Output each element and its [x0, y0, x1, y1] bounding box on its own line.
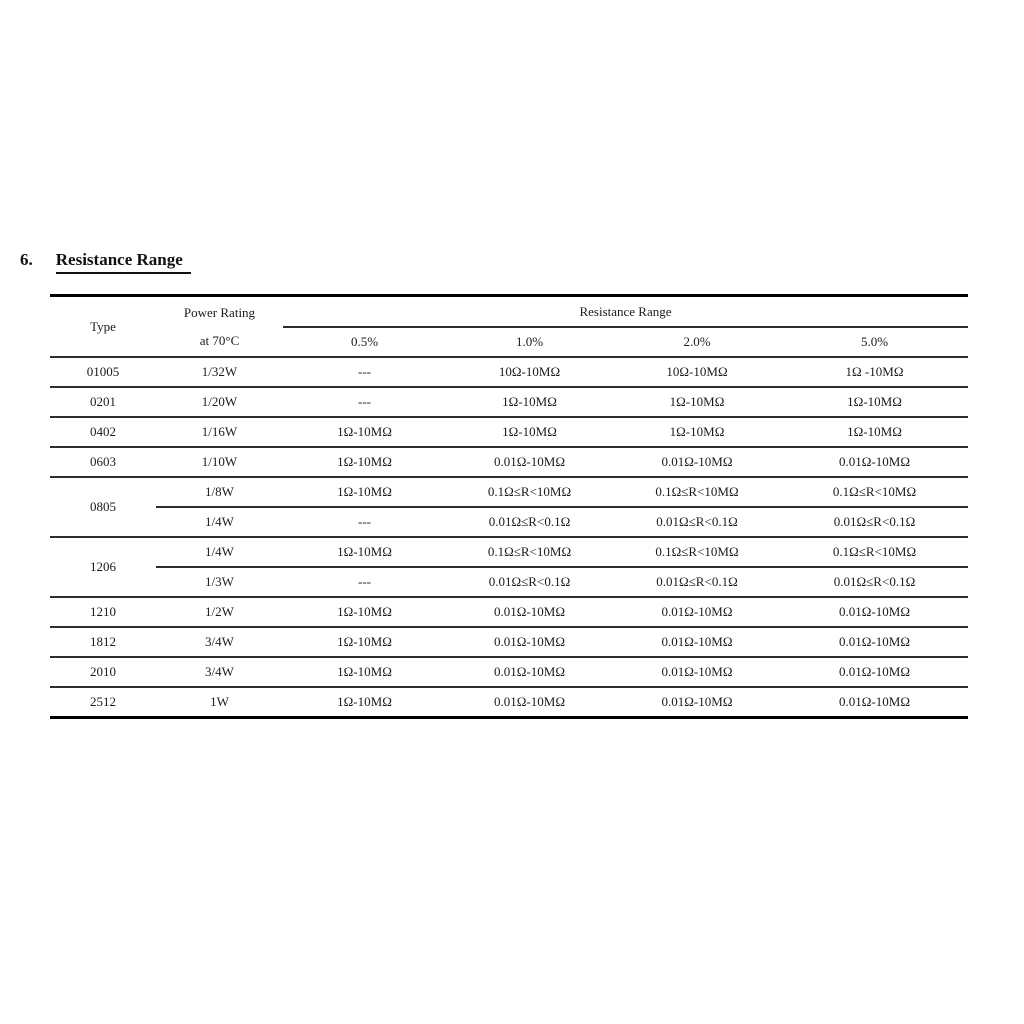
cell-power: 3/4W — [156, 627, 283, 657]
cell-range-50: 1Ω-10MΩ — [781, 387, 968, 417]
cell-type: 01005 — [50, 357, 156, 387]
header-tolerance-5-0: 5.0% — [781, 327, 968, 357]
row-0402 — [50, 417, 968, 447]
cell-range-50: 0.01Ω≤R<0.1Ω — [781, 567, 968, 597]
cell-range-05: 1Ω-10MΩ — [283, 627, 446, 657]
resistance-range-table — [50, 294, 968, 719]
cell-range-20: 0.1Ω≤R<10MΩ — [613, 477, 781, 507]
cell-range-05: --- — [283, 507, 446, 537]
cell-range-50: 0.01Ω-10MΩ — [839, 694, 910, 709]
cell-range-20: 1Ω-10MΩ — [613, 387, 781, 417]
row-1206-1-4w — [50, 537, 968, 567]
cell-range-50: 0.01Ω≤R<0.1Ω — [781, 507, 968, 537]
cell-range-20: 0.01Ω-10MΩ — [613, 597, 781, 627]
cell-range-10: 1Ω-10MΩ — [446, 387, 613, 417]
cell-power: 1/3W — [156, 567, 283, 597]
header-resistance-range-group: Resistance Range — [283, 296, 968, 328]
cell-range-05: 1Ω-10MΩ — [283, 657, 446, 687]
cell-range-10: 1Ω-10MΩ — [446, 417, 613, 447]
row-1812 — [50, 627, 968, 657]
header-row-group — [50, 296, 968, 328]
header-power-rating-line1: Power Rating — [183, 304, 256, 320]
cell-power: 1/32W — [156, 357, 283, 387]
section-heading — [20, 250, 191, 274]
cell-type: 2010 — [50, 657, 156, 687]
cell-power: 1/16W — [156, 417, 283, 447]
cell-type: 0402 — [50, 417, 156, 447]
cell-range-05: 1Ω-10MΩ — [283, 417, 446, 447]
cell-type: 0201 — [50, 387, 156, 417]
row-0805-1-8w — [50, 477, 968, 507]
row-2010 — [50, 657, 968, 687]
cell-power: 1/2W — [156, 597, 283, 627]
cell-type: 2512 — [90, 694, 116, 709]
row-0201 — [50, 387, 968, 417]
cell-range-10: 0.01Ω-10MΩ — [494, 694, 565, 709]
cell-power: 1/4W — [156, 537, 283, 567]
cell-range-20: 0.01Ω≤R<0.1Ω — [613, 567, 781, 597]
cell-range-50: 0.01Ω-10MΩ — [781, 597, 968, 627]
cell-range-10: 0.01Ω-10MΩ — [446, 597, 613, 627]
cell-power: 1/4W — [156, 507, 283, 537]
cell-range-50: 0.01Ω-10MΩ — [781, 627, 968, 657]
cell-range-10: 0.01Ω-10MΩ — [446, 657, 613, 687]
cell-range-20: 1Ω-10MΩ — [613, 417, 781, 447]
cell-power: 1W — [210, 694, 229, 709]
header-tolerance-2-0: 2.0% — [613, 327, 781, 357]
cell-type: 0603 — [50, 447, 156, 477]
header-power-rating — [156, 296, 283, 358]
cell-range-10: 0.1Ω≤R<10MΩ — [446, 537, 613, 567]
cell-range-50: 1Ω-10MΩ — [781, 417, 968, 447]
cell-type: 1210 — [50, 597, 156, 627]
header-tolerance-0-5: 0.5% — [283, 327, 446, 357]
cell-range-05: 1Ω-10MΩ — [283, 447, 446, 477]
row-01005 — [50, 357, 968, 387]
cell-type: 0805 — [50, 477, 156, 537]
section-title: Resistance Range — [56, 250, 191, 274]
cell-range-50: 0.1Ω≤R<10MΩ — [781, 537, 968, 567]
header-type: Type — [50, 296, 156, 358]
cell-power: 3/4W — [156, 657, 283, 687]
cell-range-20: 0.01Ω-10MΩ — [661, 694, 733, 709]
cell-range-10: 0.01Ω-10MΩ — [446, 627, 613, 657]
cell-type: 1812 — [50, 627, 156, 657]
cell-range-05: 1Ω-10MΩ — [283, 597, 446, 627]
header-tolerance-1-0: 1.0% — [446, 327, 613, 357]
row-1206-1-3w — [50, 567, 968, 597]
cell-range-05: --- — [283, 387, 446, 417]
row-0603 — [50, 447, 968, 477]
cell-range-10: 0.01Ω≤R<0.1Ω — [446, 567, 613, 597]
row-2512 — [50, 687, 968, 718]
cell-power: 1/10W — [156, 447, 283, 477]
cell-power: 1/20W — [156, 387, 283, 417]
cell-range-20: 0.01Ω-10MΩ — [613, 657, 781, 687]
cell-range-10: 0.01Ω-10MΩ — [446, 447, 613, 477]
cell-range-05: 1Ω-10MΩ — [283, 477, 446, 507]
cell-range-10: 0.1Ω≤R<10MΩ — [446, 477, 613, 507]
cell-power: 1/8W — [156, 477, 283, 507]
cell-range-10: 10Ω-10MΩ — [446, 357, 613, 387]
cell-range-50: 1Ω -10MΩ — [781, 357, 968, 387]
cell-range-20: 0.1Ω≤R<10MΩ — [613, 537, 781, 567]
cell-range-05: --- — [283, 357, 446, 387]
header-power-rating-line2: at 70°C — [199, 332, 240, 348]
cell-range-05: --- — [283, 567, 446, 597]
cell-range-05: 1Ω-10MΩ — [337, 694, 392, 709]
cell-range-20: 0.01Ω-10MΩ — [613, 447, 781, 477]
cell-range-20: 0.01Ω≤R<0.1Ω — [613, 507, 781, 537]
cell-range-50: 0.01Ω-10MΩ — [781, 657, 968, 687]
cell-range-50: 0.01Ω-10MΩ — [781, 447, 968, 477]
cell-range-05: 1Ω-10MΩ — [283, 537, 446, 567]
cell-range-20: 10Ω-10MΩ — [613, 357, 781, 387]
cell-range-10: 0.01Ω≤R<0.1Ω — [446, 507, 613, 537]
row-0805-1-4w — [50, 507, 968, 537]
cell-range-20: 0.01Ω-10MΩ — [613, 627, 781, 657]
section-number: 6. — [20, 250, 33, 269]
row-1210 — [50, 597, 968, 627]
cell-range-50: 0.1Ω≤R<10MΩ — [781, 477, 968, 507]
cell-type: 1206 — [50, 537, 156, 597]
